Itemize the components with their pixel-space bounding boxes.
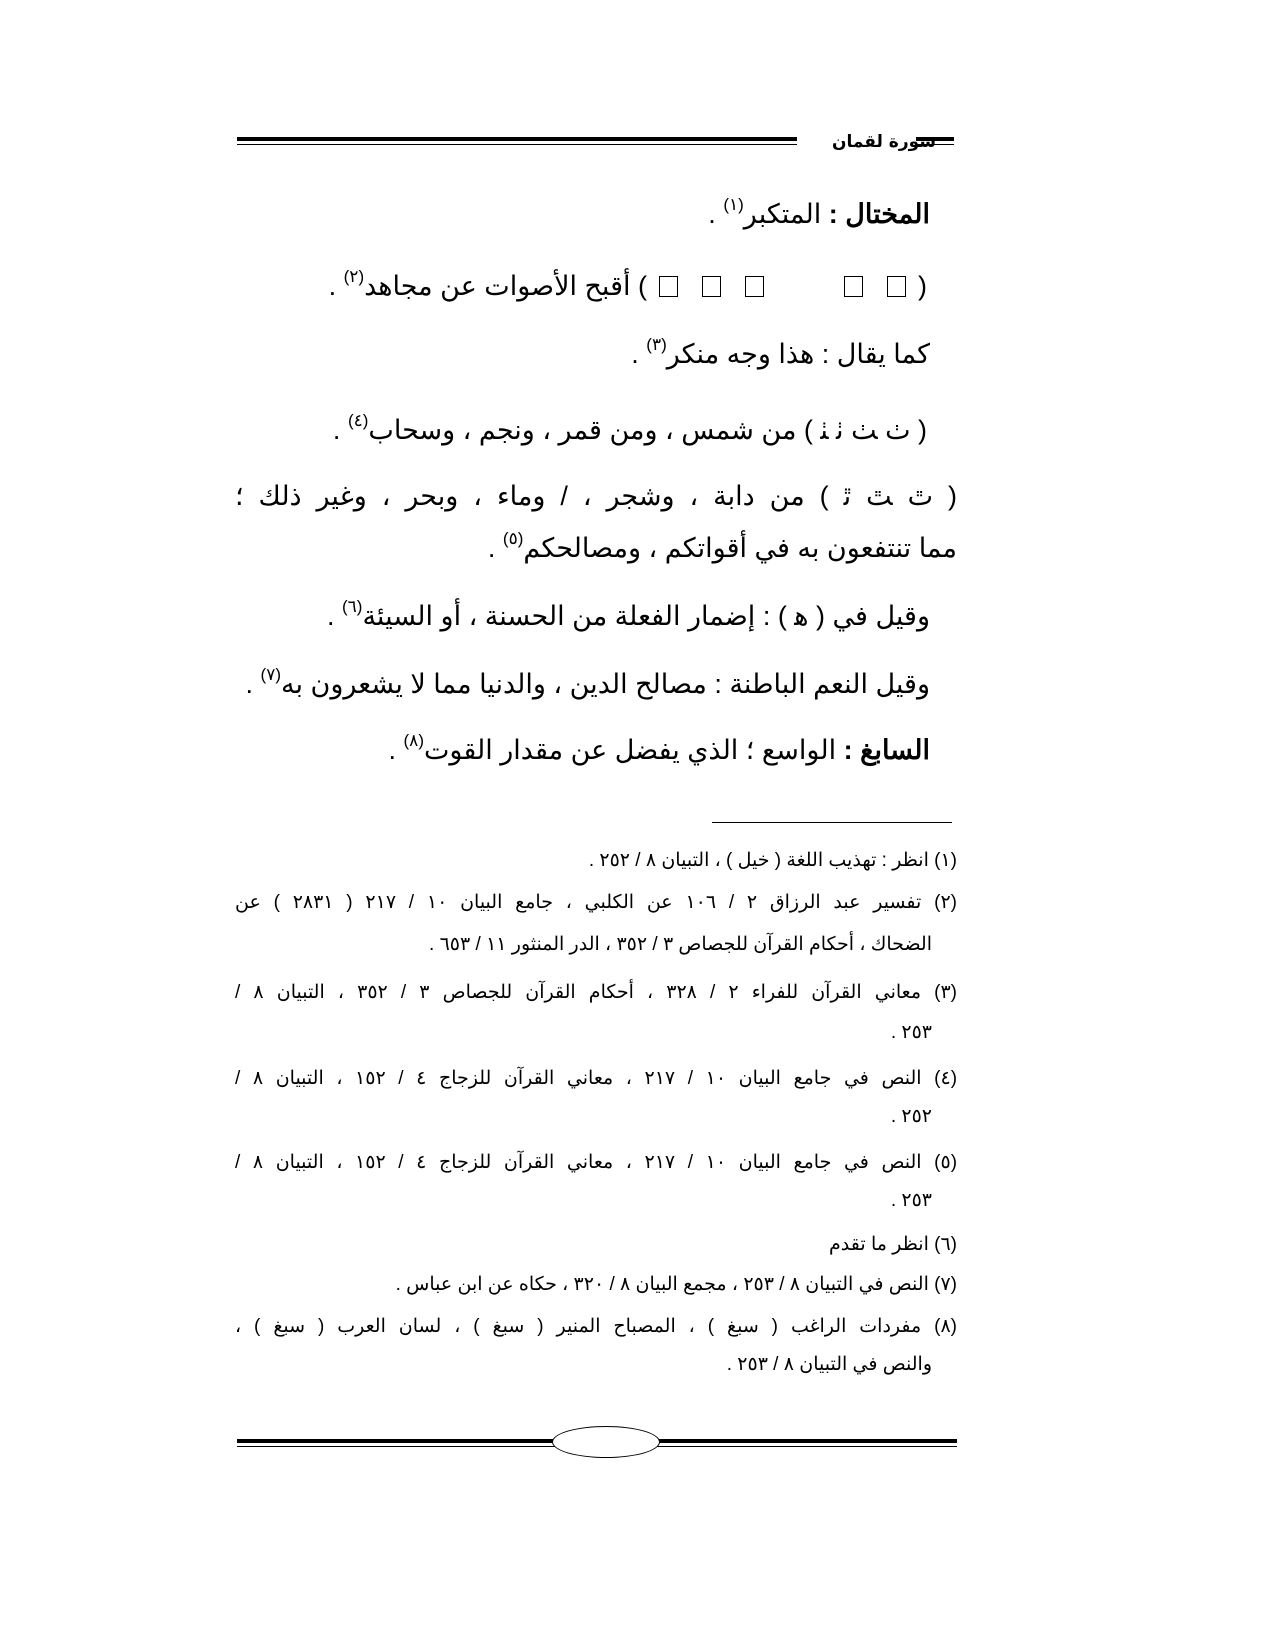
quran-glyph-ref: ( ﭢ ﭣ ﭤ ) bbox=[819, 481, 957, 511]
missing-glyph-box bbox=[844, 276, 863, 297]
term-sabigh: السابغ : bbox=[843, 735, 930, 765]
footnote-7: (٧) النص في التبيان ٨ / ٢٥٣ ، مجمع البيان ٨ / ٣٢٠ ، حكاه عن ابن عباس . bbox=[395, 1274, 957, 1295]
term-mukhtal: المختال : bbox=[828, 199, 930, 229]
page-header-title: سورة لقمان bbox=[831, 132, 936, 152]
body-line-7: وقيل في ( ﮬ ) : إضمار الفعلة من الحسنة ، أو السيئة$^{(٦)}$ . bbox=[326, 597, 930, 631]
footnote-ref-5: (٥) bbox=[502, 529, 524, 548]
header-rule-left bbox=[237, 137, 797, 141]
footer-rule-left bbox=[237, 1439, 555, 1443]
footnote-1: (١) انظر : تهذيب اللغة ( خيل ) ، التبيان ٨ / ٢٥٢ . bbox=[588, 850, 957, 871]
body-line-9: السابغ : الواسع ؛ الذي يفضل عن مقدار القوت$^{(٨)}$ . bbox=[388, 731, 930, 765]
footnote-3: (٣) معاني القرآن للفراء ٢ / ٣٢٨ ، أحكام القرآن للجصاص ٣ / ٣٥٢ ، التبيان ٨ / bbox=[235, 982, 957, 1003]
body-line-4: ( ﭞ ﭟ ﭠ ﭡ ) من شمس ، ومن قمر ، ونجم ، وسحاب$^{(٤)}$ . bbox=[332, 411, 927, 445]
body-line-6: مما تنتفعون به في أقواتكم ، ومصالحكم$^{(٥)}$ . bbox=[487, 529, 957, 563]
body-line-8: وقيل النعم الباطنة : مصالح الدين ، والدنيا مما لا يشعرون به$^{(٧)}$ . bbox=[245, 665, 930, 699]
footnote-5-cont: ٢٥٣ . bbox=[890, 1190, 932, 1211]
missing-glyph-box bbox=[659, 276, 678, 297]
missing-glyph-box bbox=[745, 276, 764, 297]
footnote-6: (٦) انظر ما تقدم bbox=[829, 1234, 957, 1255]
footnote-3-cont: ٢٥٣ . bbox=[890, 1022, 932, 1043]
footnote-ref-1: (١) bbox=[723, 195, 744, 214]
footnote-8-cont: والنص في التبيان ٨ / ٢٥٣ . bbox=[726, 1354, 932, 1375]
footer-rule-right bbox=[655, 1439, 957, 1443]
footnote-4-cont: ٢٥٢ . bbox=[890, 1106, 932, 1127]
footnote-2-cont: الضحاك ، أحكام القرآن للجصاص ٣ / ٣٥٢ ، الدر المنثور ١١ / ٦٥٣ . bbox=[429, 934, 932, 955]
body-line-2: () أقبح الأصوات عن مجاهد$^{(٢)}$ . bbox=[328, 267, 927, 301]
missing-glyph-box bbox=[702, 276, 721, 297]
body-line-3: كما يقال : هذا وجه منكر$^{(٣)}$ . bbox=[631, 335, 930, 369]
missing-glyph-box bbox=[887, 276, 906, 297]
footnote-ref-2: (٢) bbox=[343, 267, 365, 286]
footnote-4: (٤) النص في جامع البيان ١٠ / ٢١٧ ، معاني القرآن للزجاج ٤ / ١٥٢ ، التبيان ٨ / bbox=[235, 1068, 958, 1089]
footnote-8: (٨) مفردات الراغب ( سبغ ) ، المصباح المنير ( سبغ ) ، لسان العرب ( سبغ ) ، bbox=[235, 1316, 957, 1337]
body-line-5: ( ﭢ ﭣ ﭤ ) من دابة ، وشجر ، / وماء ، وبحر ، وغير ذلك ؛ bbox=[235, 481, 957, 511]
body-line-1: المختال : المتكبر$^{(١)}$ . bbox=[708, 195, 930, 229]
footnote-5: (٥) النص في جامع البيان ١٠ / ٢١٧ ، معاني القرآن للزجاج ٤ / ١٥٢ ، التبيان ٨ / bbox=[235, 1152, 958, 1173]
header-rule-right bbox=[916, 137, 954, 141]
footnote-ref-4: (٤) bbox=[347, 411, 369, 430]
footnote-ref-7: (٧) bbox=[260, 665, 281, 684]
footer-page-number-oval bbox=[552, 1426, 660, 1458]
footnote-2: (٢) تفسير عبد الرزاق ٢ / ١٠٦ عن الكلبي ، جامع البيان ١٠ / ٢١٧ ( ٢٨٣١ ) عن bbox=[235, 892, 957, 913]
quran-glyph-ref: ( ﭞ ﭟ ﭠ ﭡ ) bbox=[803, 415, 927, 445]
footnote-ref-3: (٣) bbox=[646, 335, 667, 354]
footnote-ref-6: (٦) bbox=[341, 597, 363, 616]
footnote-separator bbox=[712, 822, 952, 823]
footnote-ref-8: (٨) bbox=[403, 731, 424, 750]
